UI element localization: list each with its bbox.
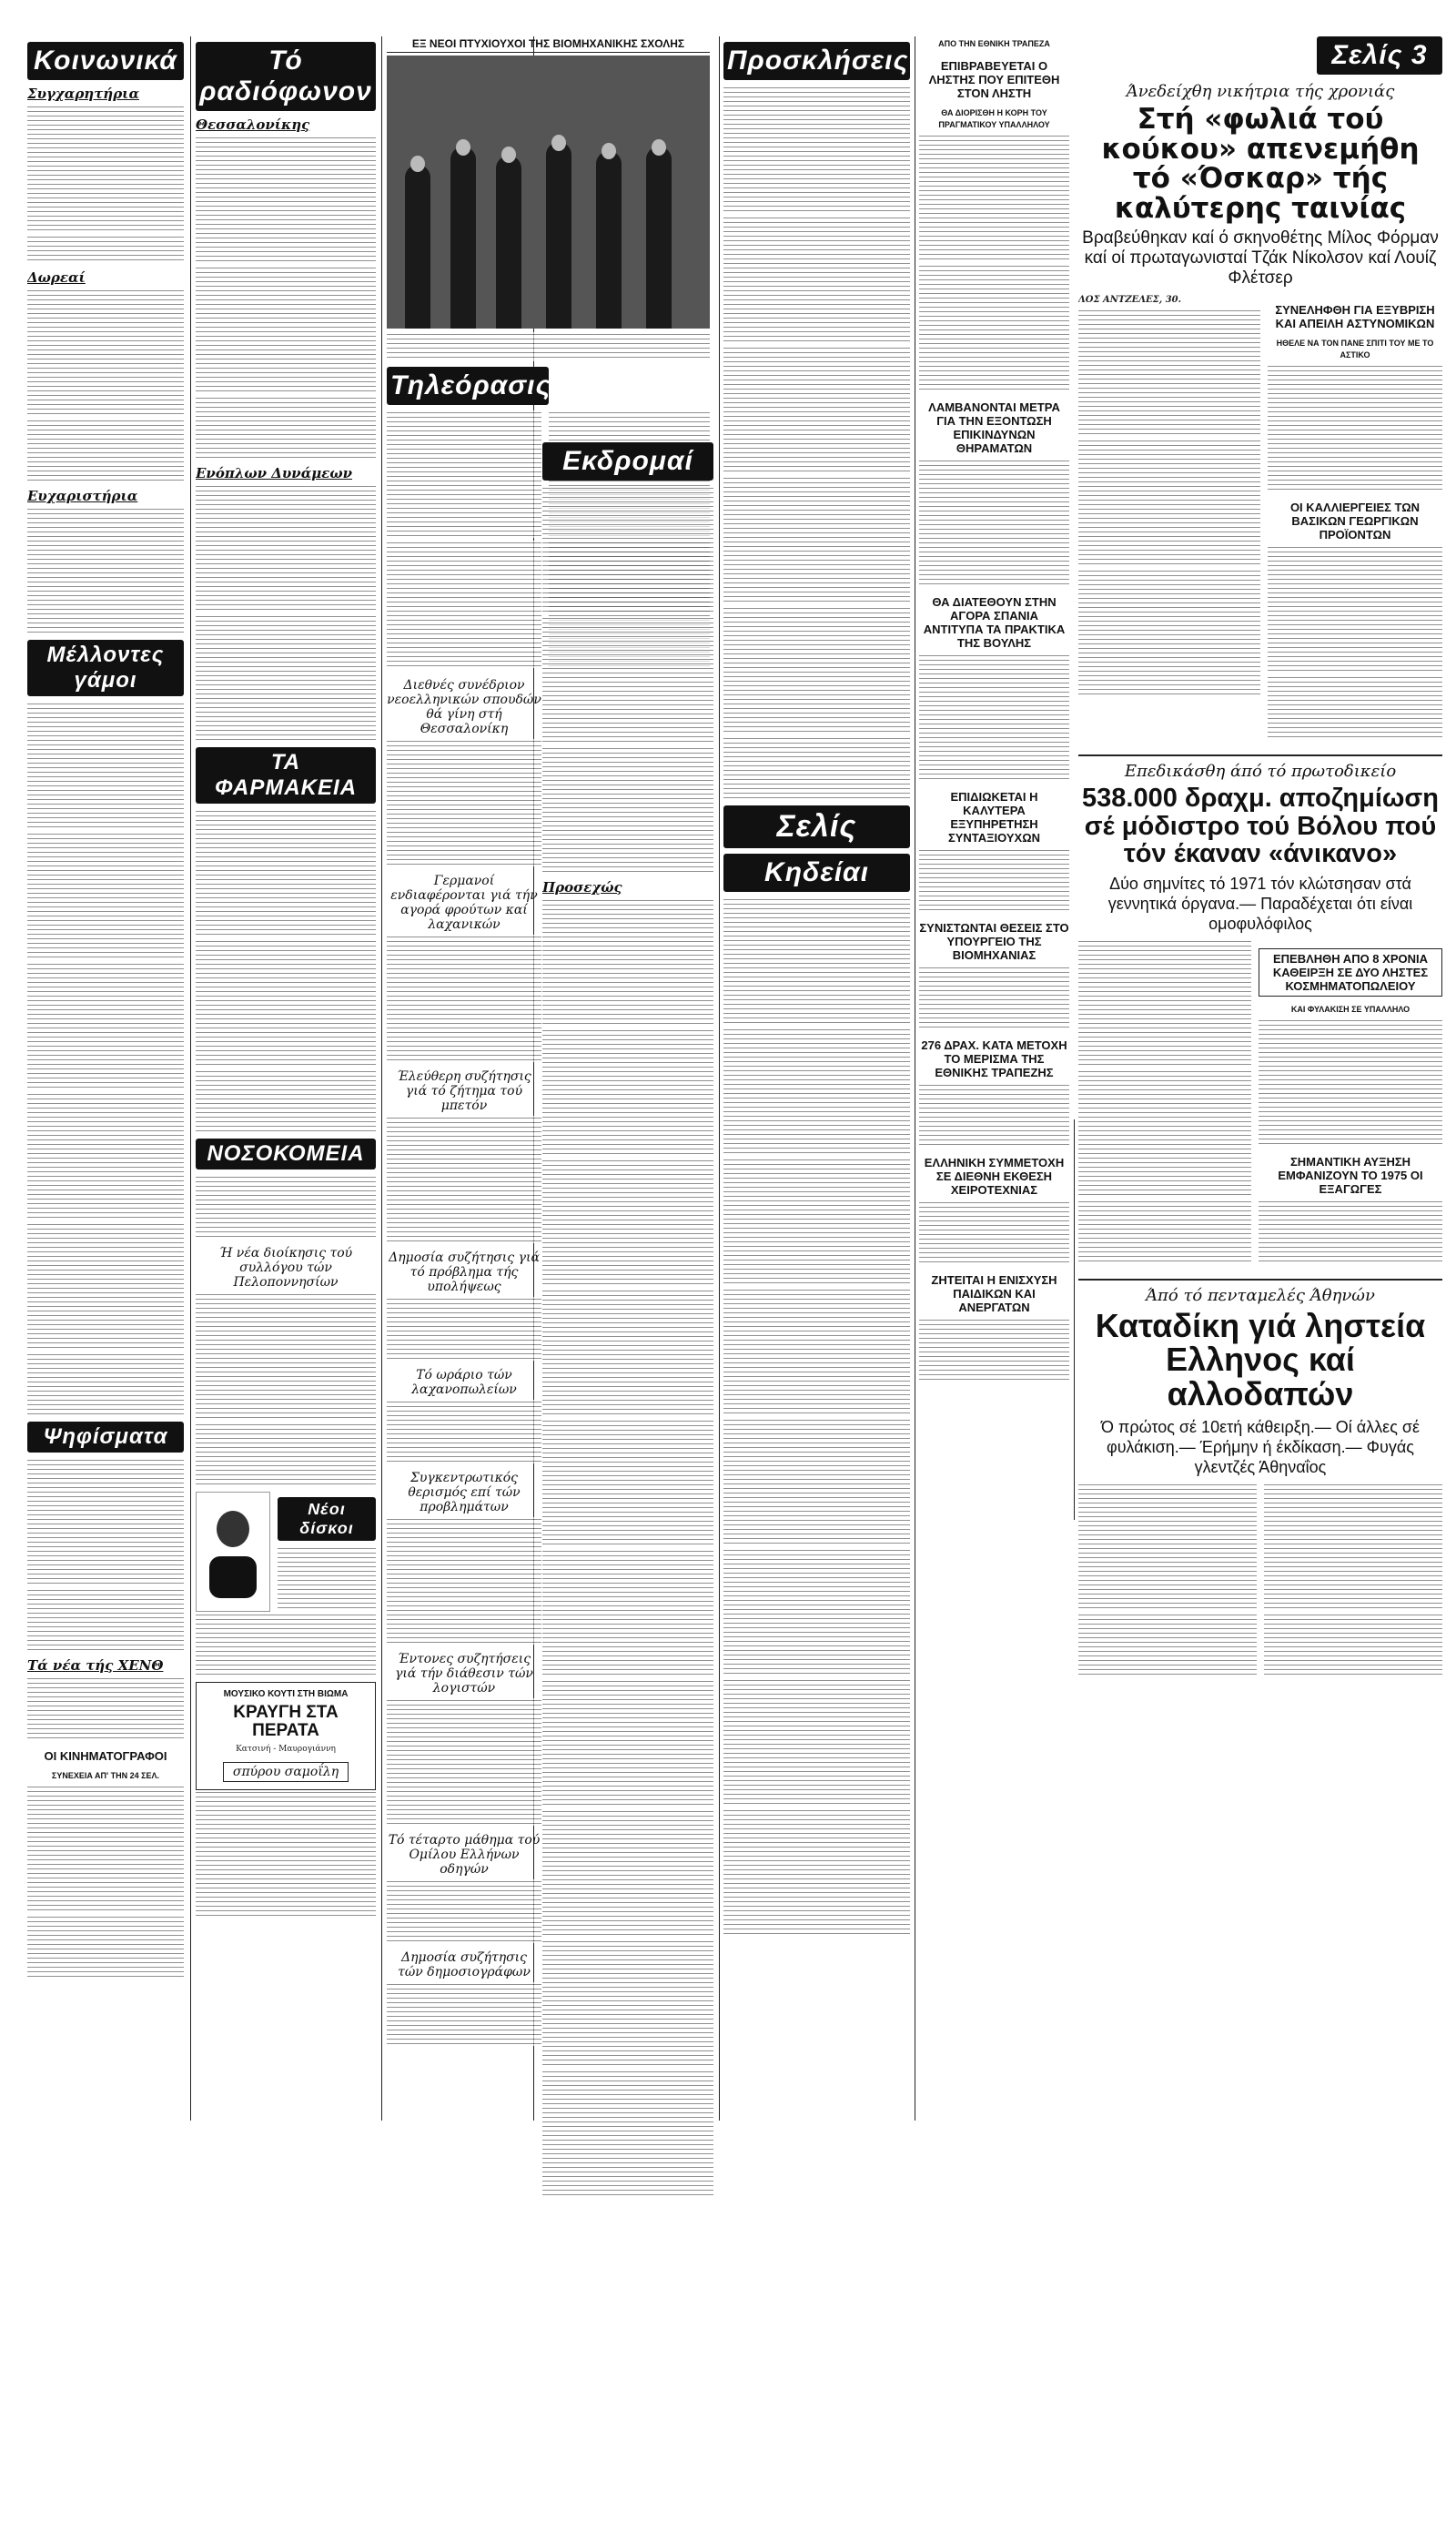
subsection-cinemas: ΟΙ ΚΙΝΗΜΑΤΟΓΡΑΦΟΙ [44,1749,167,1763]
kicker-athens: Άπό τό πενταμελές Άθηνών [1078,1279,1442,1305]
column-rule [190,36,191,2121]
ad-line: ΜΟΥΣΙΚΟ ΚΟΥΤΙ ΣΤΗ ΒΙΩΜΑ [223,1689,349,1699]
advertisement [196,1682,376,1790]
lead-subhead: ΘΑ ΔΙΟΡΙΣΘΗ Η ΚΟΡΗ ΤΟΥ ΠΡΑΓΜΑΤΙΚΟΥ ΥΠΑΛΛΗΛΟΥ [938,108,1050,129]
kicker-oscar: Άνεδείχθη νικήτρια τής χρονιάς [1126,82,1395,101]
text-block [196,136,376,263]
text-block [196,1422,376,1486]
record-photo [196,1492,270,1612]
text-block [387,935,541,1062]
subhead-arrest: ΗΘΕΛΕ ΝΑ ΤΟΝ ΠΑΝΕ ΣΠΙΤΙ ΤΟΥ ΜΕ ΤΟ ΑΣΤΙΚΟ [1276,339,1434,360]
text-block [723,736,910,800]
text-block [196,939,376,1067]
subsection-soon: Προσεχώς [542,879,622,896]
text-block [723,86,910,213]
headline-compensation: 538.000 δραχμ. αποζημίωση σέ μόδιστρο τού Βόλου πού τόν έκαναν «άνικανο» [1082,784,1439,869]
text-block [919,134,1069,261]
photo-caption [387,332,710,361]
text-block [27,1222,184,1350]
headline-oscar: Στή «φωλιά τού κούκου» απενεμήθη τό «Όσκαρ» τής καλύτερης ταινίας [1101,103,1420,225]
text-block [387,1116,541,1243]
text-block [1268,545,1442,673]
headline-peloponnesians: Ή νέα διοίκησις τού συλλόγου τών Πελοποννησίων [218,1246,353,1290]
text-block [27,507,184,634]
text-block [1259,1200,1442,1263]
text-block [27,419,184,482]
text-block [542,1159,713,1286]
headline-support: ΖΗΤΕΙΤΑΙ Η ΕΝΙΣΧΥΣΗ ΠΑΙΔΙΚΩΝ ΚΑΙ ΑΝΕΡΓΑΤΩΝ [931,1273,1057,1314]
text-block [387,1297,541,1361]
section-header-excursions: Εκδρομαί [542,442,713,481]
text-block [196,484,376,612]
text-block [919,653,1069,781]
section-header-resolutions: Ψηφίσματα [27,1422,184,1453]
text-block [196,809,376,937]
headline-harvest: Συγκεντρωτικός θερισμός επί τών προβλημάτων [408,1471,521,1514]
text-block [196,1175,376,1239]
text-block [27,235,184,264]
deck-robbery: Ό πρώτος σέ 10ετή κάθειρξη.— Οί άλλες σέ φυλάκιση.— Έρήμην ή έκδίκαση.— Φυγάς γλεντζές Άθηναΐος [1100,1417,1420,1476]
text-block [1078,1483,1257,1610]
text-block [542,1679,713,1807]
graduates-photo [387,56,710,329]
text-block [723,1158,910,1285]
text-block [27,702,184,829]
text-block [27,1676,184,1740]
text-block [723,216,910,343]
text-block [196,396,376,460]
text-block [542,1289,713,1416]
text-block [387,1879,541,1943]
text-block [27,1915,184,1979]
text-block [387,1400,541,1463]
text-block [1268,364,1442,491]
text-block [27,962,184,1089]
text-block [387,1698,541,1826]
text-block [196,1292,376,1420]
headline-robbers: ΕΠΕΒΛΗΘΗ ΑΠΟ 8 ΧΡΟΝΙΑ ΚΑΘΕΙΡΞΗ ΣΕ ΔΥΟ ΛΗΣΤΕΣ ΚΟΣΜΗΜΑΤΟΠΩΛΕΙΟΥ [1259,948,1442,997]
section-header-new-records: Νέοι δίσκοι [278,1497,376,1541]
text-block [723,476,910,603]
headline-parliament-records: ΘΑ ΔΙΑΤΕΘΟΥΝ ΣΤΗΝ ΑΓΟΡΑ ΣΠΑΝΙΑ ΑΝΤΙΤΥΠΑ ΤΑ ΠΡΑΚΤΙΚΑ ΤΗΣ ΒΟΥΛΗΣ [923,595,1066,650]
text-block [1078,1069,1251,1197]
text-block [196,1790,376,1918]
text-block [1078,1200,1251,1263]
text-block [542,1809,713,1937]
text-block [1078,939,1251,1067]
subsection-thanks: Ευχαριστήρια [27,488,138,504]
text-block [387,410,541,538]
column-excursions [542,437,713,2521]
text-block [919,1083,1069,1147]
headline-robbery-conviction: Καταδίκη γιά ληστεία Ελληνος καί αλλοδαπών [1095,1306,1426,1413]
text-block [542,746,713,874]
subsection-donations: Δωρεαί [27,269,86,286]
text-block [723,1678,910,1806]
column-radio [196,36,376,2121]
text-block [1268,675,1442,739]
headline-congress: Διεθνές συνέδριον νεοελληνικών σπουδών θά γίνη στή Θεσσαλονίκη [387,678,541,736]
text-block [723,897,910,1025]
column-rule [381,36,382,2121]
section-header-tv: Τηλεόρασις [387,367,549,405]
section-header-invitations: Προσκλήσεις [723,42,910,80]
text-block [919,966,1069,1029]
text-block [1078,1613,1257,1676]
ad-brand: σπύρου σαμοΐλη [223,1762,349,1782]
text-block [919,264,1069,391]
text-block [387,739,541,866]
section-header-social: Κοινωνικά [27,42,184,80]
text-block [1078,309,1260,436]
text-block [723,1288,910,1415]
headline-greengrocers: Τό ωράριο τών λαχανοπωλείων [411,1368,517,1397]
lead-kicker: ΑΠΟ ΤΗΝ ΕΘΝΙΚΗ ΤΡΑΠΕΖΑ [938,39,1050,48]
text-block [723,1808,910,1936]
text-block [1078,439,1260,566]
text-block [723,1028,910,1155]
page-banner-repeat: Σελίς [723,805,910,848]
text-block [542,898,713,1026]
text-block [1264,1613,1442,1676]
headline-journalists: Δημοσία συζήτησις τών δημοσιογράφων [398,1950,531,1979]
headline-free-discussion: Έλεύθερη συζήτησις γιά τό ζήτημα τού μπετόν [397,1069,531,1113]
text-block [919,1200,1069,1264]
deck-compensation: Δύο σημνίτες τό 1971 τόν κλώτσησαν στά γεννητικά όργανα.— Παραδέχεται ότι είναι ομοφυλόφιλος [1107,874,1413,933]
kicker-court: Επεδικάσθη άπό τό πρωτοδικείο [1078,754,1442,781]
headline-dividend: 276 ΔΡΑΧ. ΚΑΤΑ ΜΕΤΟΧΗ ΤΟ ΜΕΡΙΣΜΑ ΤΗΣ ΕΘΝΙΚΗΣ ΤΡΑΠΕΖΗΣ [921,1038,1067,1079]
column-news [919,36,1069,2121]
text-block [196,1069,376,1133]
column-right [1078,36,1442,2121]
text-block [723,1418,910,1545]
headline-crops: ΟΙ ΚΑΛΛΙΕΡΓΕΙΕΣ ΤΩΝ ΒΑΣΙΚΩΝ ΓΕΩΡΓΙΚΩΝ ΠΡΟΪΟΝΤΩΝ [1289,501,1421,542]
text-block [1078,569,1260,696]
column-social [27,36,184,2121]
text-block [723,606,910,734]
text-block [919,1318,1069,1382]
headline-arrest: ΣΥΝΕΛΗΦΘΗ ΓΙΑ ΕΞΥΒΡΙΣΗ ΚΑΙ ΑΠΕΙΛΗ ΑΣΤΥΝΟΜΙΚΩΝ [1275,303,1435,331]
text-block [1259,1018,1442,1146]
ad-subtitle: Κατσινή - Μαυρογιάννη [236,1744,336,1754]
text-block [542,486,713,613]
text-block [196,614,376,742]
headline-drivers: Τό τέταρτο μάθημα τού Ομίλου Ελλήνων οδηγών [388,1833,541,1877]
ad-title: ΚΡΑΥΓΗ ΣΤΑ ΠΕΡΑΤΑ [233,1703,339,1740]
text-block [542,616,713,744]
text-block [27,1352,184,1416]
text-block [27,1588,184,1652]
section-header-funerals: Κηδείαι [723,854,910,892]
section-header-hospitals: ΝΟΣΟΚΟΜΕΙΑ [196,1139,376,1169]
text-block [196,266,376,393]
text-block [919,459,1069,586]
headline-public-discussion: Δημοσία συζήτησις γιά τό πρόβλημα τής υπολήψεως [389,1250,540,1294]
lead-headline: ΕΠΙΒΡΑΒΕΥΕΤΑΙ Ο ΛΗΣΤΗΣ ΠΟΥ ΕΠΙΤΕΘΗ ΣΤΟΝ ΛΗΣΤΗ [928,59,1060,100]
column-invitations [723,36,910,2121]
photo-caption-top: ΕΞ ΝΕΟΙ ΠΤΥΧΙΟΥΧΟΙ ΤΗΣ ΒΙΟΜΗΧΑΝΙΚΗΣ ΣΧΟΛΗΣ [387,38,710,53]
column-rule [719,36,720,2121]
headline-industry-ministry: ΣΥΝΙΣΤΩΝΤΑΙ ΘΕΣΕΙΣ ΣΤΟ ΥΠΟΥΡΓΕΙΟ ΤΗΣ ΒΙΟΜΗΧΑΝΙΑΣ [919,921,1069,962]
headline-dangerous-game: ΛΑΜΒΑΝΟΝΤΑΙ ΜΕΤΡΑ ΓΙΑ ΤΗΝ ΕΞΟΝΤΩΣΗ ΕΠΙΚΙΝΔΥΝΩΝ ΘΗΡΑΜΑΤΩΝ [928,400,1060,455]
continuation-note: ΣΥΝΕΧΕΙΑ ΑΠ' ΤΗΝ 24 ΣΕΛ. [51,1771,160,1780]
text-block [542,1939,713,2067]
text-block [919,848,1069,912]
text-block [278,1546,376,1610]
section-header-weddings: Μέλλοντες γάμοι [27,640,184,696]
text-block [387,1517,541,1645]
headline-pensioners: ΕΠΙΔΙΩΚΕΤΑΙ Η ΚΑΛΥΤΕΡΑ ΕΞΥΠΗΡΕΤΗΣΗ ΣΥΝΤΑΞΙΟΥΧΩΝ [947,790,1041,845]
headline-handicraft: ΕΛΛΗΝΙΚΗ ΣΥΜΜΕΤΟΧΗ ΣΕ ΔΙΕΘΝΗ ΕΚΘΕΣΗ ΧΕΙΡΟΤΕΧΝΙΑΣ [924,1156,1065,1197]
column-rule [1074,1119,1075,1520]
text-block [27,1785,184,1912]
deck-oscar: Βραβεύθηκαν καί ό σκηνοθέτης Μίλος Φόρμαν καί οί πρωταγωνισταί Τζάκ Νίκολσον καί Λουίζ Φλέτσερ [1082,228,1439,289]
subsection-congratulations: Συγχαρητήρια [27,86,139,102]
text-block [723,346,910,473]
page-number: Σελίς 3 [1317,36,1442,75]
text-block [387,541,541,668]
text-block [542,1419,713,1546]
headline-accountants: Έντονες συζητήσεις γιά τήν διάθεσιν τών λογιστών [395,1652,533,1696]
section-header-pharmacies: ΤΑ ΦΑΡΜΑΚΕΙΑ [196,747,376,804]
subsection-xenth: Τά νέα τής ΧΕΝΘ [27,1657,164,1674]
text-block [1264,1483,1442,1610]
headline-exports: ΣΗΜΑΝΤΙΚΗ ΑΥΞΗΣΗ ΕΜΦΑΝΙΖΟΥΝ ΤΟ 1975 ΟΙ ΕΞΑΓΩΓΕΣ [1278,1154,1423,1196]
text-block [27,1458,184,1585]
subsection-armed-forces: Ενόπλων Δυνάμεων [196,465,353,481]
subsection-thessaloniki: Θεσσαλονίκης [196,116,310,133]
text-block [27,289,184,416]
text-block [27,832,184,959]
text-block [27,1092,184,1220]
text-block [387,1982,541,2046]
text-block [542,2070,713,2197]
subhead-robbers: ΚΑΙ ΦΥΛΑΚΙΣΗ ΣΕ ΥΠΑΛΛΗΛΟ [1290,1004,1410,1014]
headline-germans: Γερμανοί ενδιαφέρονται γιά τήν αγορά φρούτων καί λαχανικών [390,874,538,932]
dateline-oscar: ΛΟΣ ΑΝΤΖΕΛΕΣ, 30. [1078,295,1182,306]
new-records-block [196,1492,376,1613]
text-block [196,1613,376,1676]
text-block [27,105,184,232]
text-block [723,1548,910,1676]
section-header-radio: Τό ραδιόφωνον [196,42,376,111]
text-block [542,1549,713,1676]
text-block [542,1028,713,1156]
